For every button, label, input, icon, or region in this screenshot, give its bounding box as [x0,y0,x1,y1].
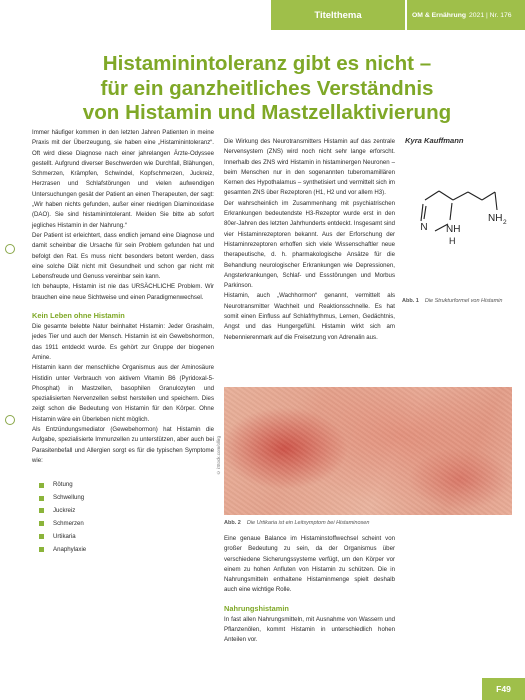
symptom-list [39,480,214,555]
column-2-lower [224,534,395,646]
figure-2-caption-text: Die Urtikaria ist ein Leitsymptom bei Histaminosen [246,520,370,526]
subheading-nahrungshistamin: Nahrungshistamin [224,603,289,613]
paragraph: Die gesamte belebte Natur beinhaltet Histamin: Jeder Grashalm, jedes Tier und auch der Mensch. Histamin ist ein Gewebshormon, das 1911 entdeckt wurde. Es gehört zur Gruppe der biogenen Amine. [32,323,214,361]
paragraph: Histamin, auch „Wachhormon“ genannt, vermittelt als Neurotransmitter Wachheit und Reaktionsschnelle. Es hat somit einen Einfluss auf Schlafrhythmus, Lernen, Gedächtnis, Angst und das Hungergefühl. Histamin wirkt sich am Nebennierenmark auf die Freisetzung von Adrenalin aus. [224,292,395,341]
list-item: Juckreiz [39,506,214,517]
magazine-info [412,0,512,30]
article-title [32,52,502,126]
figure-1-label: Abb. 1 [402,298,419,304]
atom-nh2: NH [488,213,503,224]
issue-number: 2021 | Nr. 176 [469,11,512,19]
intro-paragraph: Immer häufiger kommen in den letzten Jahren Patienten in meine Praxis mit der Überzeugung, sie haben eine „Histaminintoleranz“. Oft wird diese Diagnose nach einer jahrelangen Ärzte-Odyssee gestellt. Aufgrund diverser Beschwerden wie Durchfall, Blähungen, Schmerzen, Krämpfen, Schwindel, Kopfschmerzen, Juckreiz, Herzrasen und Schlafstörungen und vielen aufwendigen Untersuchungen gesät der Patient an einen Therapeuten, der sagt: „Wir haben nichts gefunden, außer einer niedrigen Diaminoxidase (DAO). Sie sind histaminintolerant. Meiden Sie bitte ab sofort jegliches Histamin in der Nahrung.“ [32,129,214,229]
atom-nh2-subscript: 2 [503,219,507,226]
paragraph: Ich behaupte, Histamin ist nie das URSÄCHLICHE Problem. Wir brauchen eine neue Sichtweise und einen Paradigmenwechsel. [32,283,214,301]
histamine-structure-diagram [408,158,512,278]
paragraph: Die Wirkung des Neurotransmitters Histamin auf das zentrale Nervensystem (ZNS) wird noch nicht sehr lange erforscht. Innerhalb des ZNS wird Histamin in histaminergen Neuronen – beim Menschen nur in den sogenannten tuberomamillären Kernen des Hypothalamus – synthetisiert und vermittelt sich im gesamten ZNS über Rezeptoren (H1, H2 und vor allem H3). [224,138,395,197]
magazine-name: OM & Ernährung [412,11,466,19]
author-name: Kyra Kauffmann [405,136,464,145]
atom-n: N [420,222,428,233]
atom-h: H [449,236,456,246]
paragraph: Histamin kann der menschliche Organismus aus der Aminosäure Histidin unter Verbrauch von aktivem Vitamin B6 (Pyridoxal-5-Phosphat) in Mastzellen, basophilen Granulozyten und spezialisierten Nervenzellen selbst herstellen und speichern. Dies zeigt schon die Bedeutung von Histamin für den Körper. Ohne Histamin wäre ein Überleben nicht möglich. [32,364,214,423]
paragraph: Der wahrscheinlich im Zusammenhang mit psychiatrischen Erkrankungen bedeutendste H3-Rezeptor wurde erst in den 80er-Jahren des letzten Jahrhunderts entdeckt. Insgesamt sind vier Histaminrezeptoren bekannt. Aus der Erforschung der Histaminrezeptoren erhoffen sich viele Wissenschaftler neue therapeutische, d. h. pharmakologische Ansätze für die Behandlung neurologischer Erkrankungen wie Depressionen, Angsterkrankungen, Schlaf- und Essstörungen und Morbus Parkinson. [224,199,395,290]
list-item: Urtikaria [39,532,214,543]
list-item: Schmerzen [39,519,214,530]
margin-ring-mark [5,244,15,254]
title-line-3: von Histamin und Mastzellaktivierung [82,101,452,124]
paragraph: Der Patient ist erleichtert, dass endlich jemand eine Diagnose und damit scheinbar die Ursache für sein Problem gefunden hat und befolgt den Rat. Es muss nicht besonders betont werden, dass eine solche Diät nicht mit Gesundheit und schon gar nicht mit Lebensfreude und Genuss vereinbar sein kann. [32,231,214,281]
list-item: Schwellung [39,493,214,504]
title-line-2: für ein ganzheitliches Verständnis [100,76,434,100]
title-line-1: Histaminintoleranz gibt es nicht – [102,52,432,75]
figure-2-label: Abb. 2 [224,520,241,526]
header-divider [405,0,407,30]
figure-1-caption-text: Die Strukturformel von Histamin [424,298,503,304]
column-1 [32,128,214,558]
paragraph: Als Entzündungsmediator (Gewebehormon) hat Histamin die Aufgabe, spezialisierte Immunzellen zu unterstützen, aber auch bei Parasitenbefall und Allergien sorgt es für die typischen Symptome wie: [32,426,214,464]
margin-ring-mark [5,415,15,425]
page-number: F49 [482,678,525,700]
paragraph: In fast allen Nahrungsmitteln, mit Ausnahme von Wassern und Pflanzenölen, kommt Histamin in unterschiedlich hohen Anteilen vor. [224,615,395,644]
list-item: Rötung [39,480,214,491]
paragraph: Eine genaue Balance im Histaminstoffwechsel scheint von großer Bedeutung zu sein, da der Organismus über verschiedene Sicherungssysteme verfügt, um den Körper vor einem zu hohen Anfluten von Histamin zu schützen. Die in Nahrungsmitteln enthaltene Histaminmenge spielt deshalb auch eine wichtige Rolle. [224,535,395,594]
subheading-kein-leben: Kein Leben ohne Histamin [32,311,125,321]
urticaria-photo [224,387,512,515]
list-item: Anaphylaxie [39,545,214,556]
figure-2-caption [224,520,512,526]
figure-1-caption [402,297,520,305]
atom-nh: NH [446,224,461,235]
section-label: Titelthema [314,9,362,21]
photo-credit: © iStock.com/ollirg [216,435,221,475]
column-2 [224,137,395,343]
